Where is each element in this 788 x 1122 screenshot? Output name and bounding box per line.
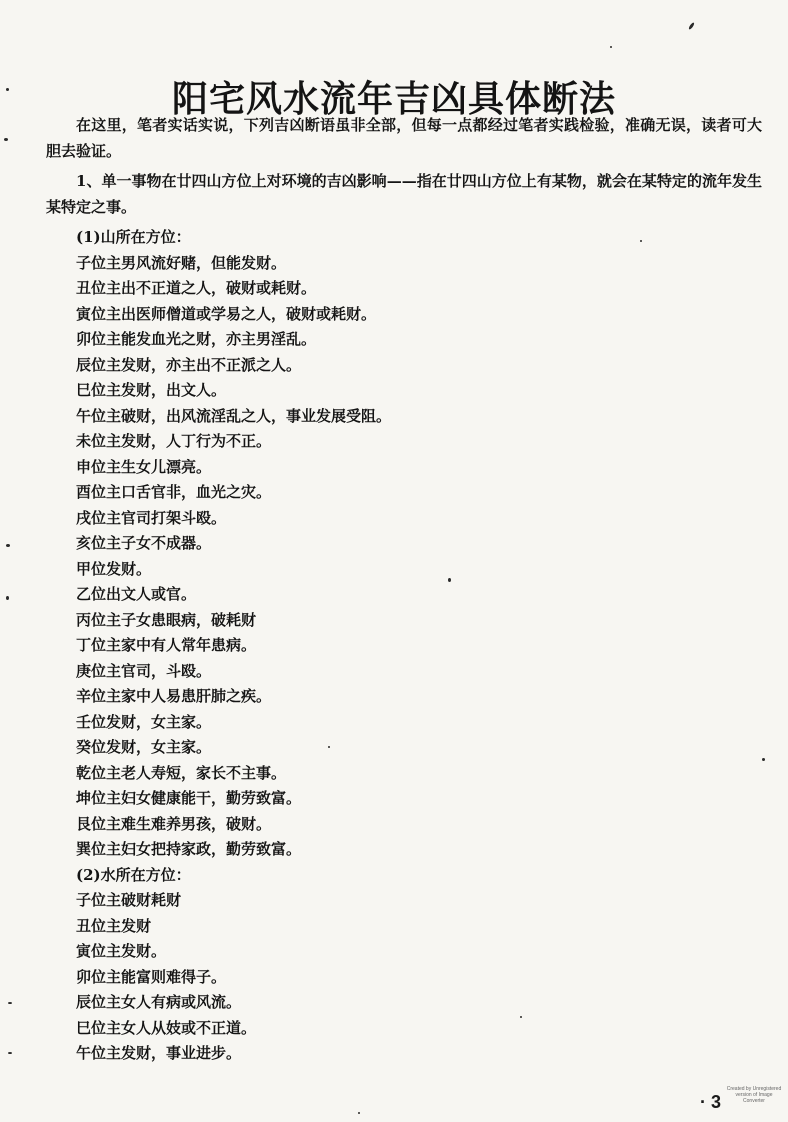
list-item: 癸位发财，女主家。 — [76, 738, 212, 756]
list-item: (2)水所在方位： — [76, 865, 191, 884]
intro-paragraph: 在这里，笔者实话实说，下列吉凶断语虽非全部，但每一点都经过笔者实践检验，准确无误，读者可大胆去验证。 — [46, 116, 762, 160]
scan-speck — [520, 1016, 522, 1018]
page-number-value: 3 — [711, 1092, 722, 1112]
list-item: 辰位主发财，亦主出不正派之人。 — [76, 355, 302, 374]
list-item: 乾位主老人寿短，家长不主事。 — [76, 763, 287, 782]
scan-speck — [6, 544, 10, 547]
list-item: 庚位主官司，斗殴。 — [76, 661, 212, 680]
scan-speck — [4, 138, 8, 141]
scan-speck — [448, 578, 451, 582]
scan-speck — [358, 1112, 360, 1114]
list-item: 卯位主能富则难得子。 — [76, 967, 227, 986]
scan-speck — [640, 240, 642, 242]
list-item: 巳位主发财，出文人。 — [76, 381, 227, 399]
list-item: 亥位主子女不成器。 — [76, 534, 212, 552]
scan-speck — [328, 746, 330, 748]
list-item: 寅位主出医师僧道或学易之人，破财或耗财。 — [76, 304, 377, 323]
list-item: 巽位主妇女把持家政，勤劳致富。 — [76, 840, 302, 858]
list-item: 午位主破财，出风流淫乱之人，事业发展受阻。 — [76, 406, 392, 425]
list-item: 乙位出文人或官。 — [76, 585, 197, 603]
scan-speck — [762, 758, 765, 761]
list-item: 酉位主口舌官非，血光之灾。 — [76, 483, 272, 501]
list-item: (1)山所在方位： — [76, 228, 191, 246]
list-item: 子位主男风流好赌，但能发财。 — [76, 253, 287, 272]
scan-speck — [610, 46, 612, 48]
list-item: 巳位主女人从妓或不正道。 — [76, 1018, 257, 1037]
list-item: 坤位主妇女健康能干，勤劳致富。 — [76, 789, 302, 807]
list-item: 艮位主难生难养男孩，破财。 — [76, 814, 272, 833]
section-1-paragraph: 1、单一事物在廿四山方位上对环境的吉凶影响——指在廿四山方位上有某物，就会在某特定的流年发生某特定之事。 — [46, 172, 762, 216]
list-item: 申位主生女儿漂亮。 — [76, 457, 212, 476]
content-list — [76, 225, 696, 1067]
scan-speck — [688, 22, 695, 30]
list-item: 未位主发财，人丁行为不正。 — [76, 432, 272, 450]
scan-speck — [8, 1052, 12, 1054]
scan-speck — [6, 88, 9, 91]
list-item: 午位主发财，事业进步。 — [76, 1044, 242, 1062]
list-item: 子位主破财耗财 — [76, 891, 182, 909]
list-item: 卯位主能发血光之财，亦主男淫乱。 — [76, 330, 317, 348]
list-item: 戌位主官司打架斗殴。 — [76, 508, 227, 527]
list-item: 丙位主子女患眼病，破耗财 — [76, 610, 257, 629]
page-number: · 3 — [700, 1092, 722, 1112]
scan-speck — [8, 1002, 12, 1004]
page-title: 阳宅风水流年吉凶具体断法 — [171, 78, 616, 121]
list-item: 寅位主发财。 — [76, 942, 167, 960]
scan-speck — [6, 596, 9, 600]
converter-watermark: Created by Unregistered version of Image Converter — [726, 1086, 782, 1104]
list-item: 辛位主家中人易患肝肺之疾。 — [76, 687, 272, 705]
list-item: 丑位主出不正道之人，破财或耗财。 — [76, 279, 317, 297]
list-item: 丑位主发财 — [76, 916, 152, 935]
list-item: 辰位主女人有病或风流。 — [76, 993, 242, 1011]
list-item: 丁位主家中有人常年患病。 — [76, 636, 257, 654]
list-item: 甲位发财。 — [76, 559, 152, 578]
list-item: 壬位发财，女主家。 — [76, 712, 212, 731]
